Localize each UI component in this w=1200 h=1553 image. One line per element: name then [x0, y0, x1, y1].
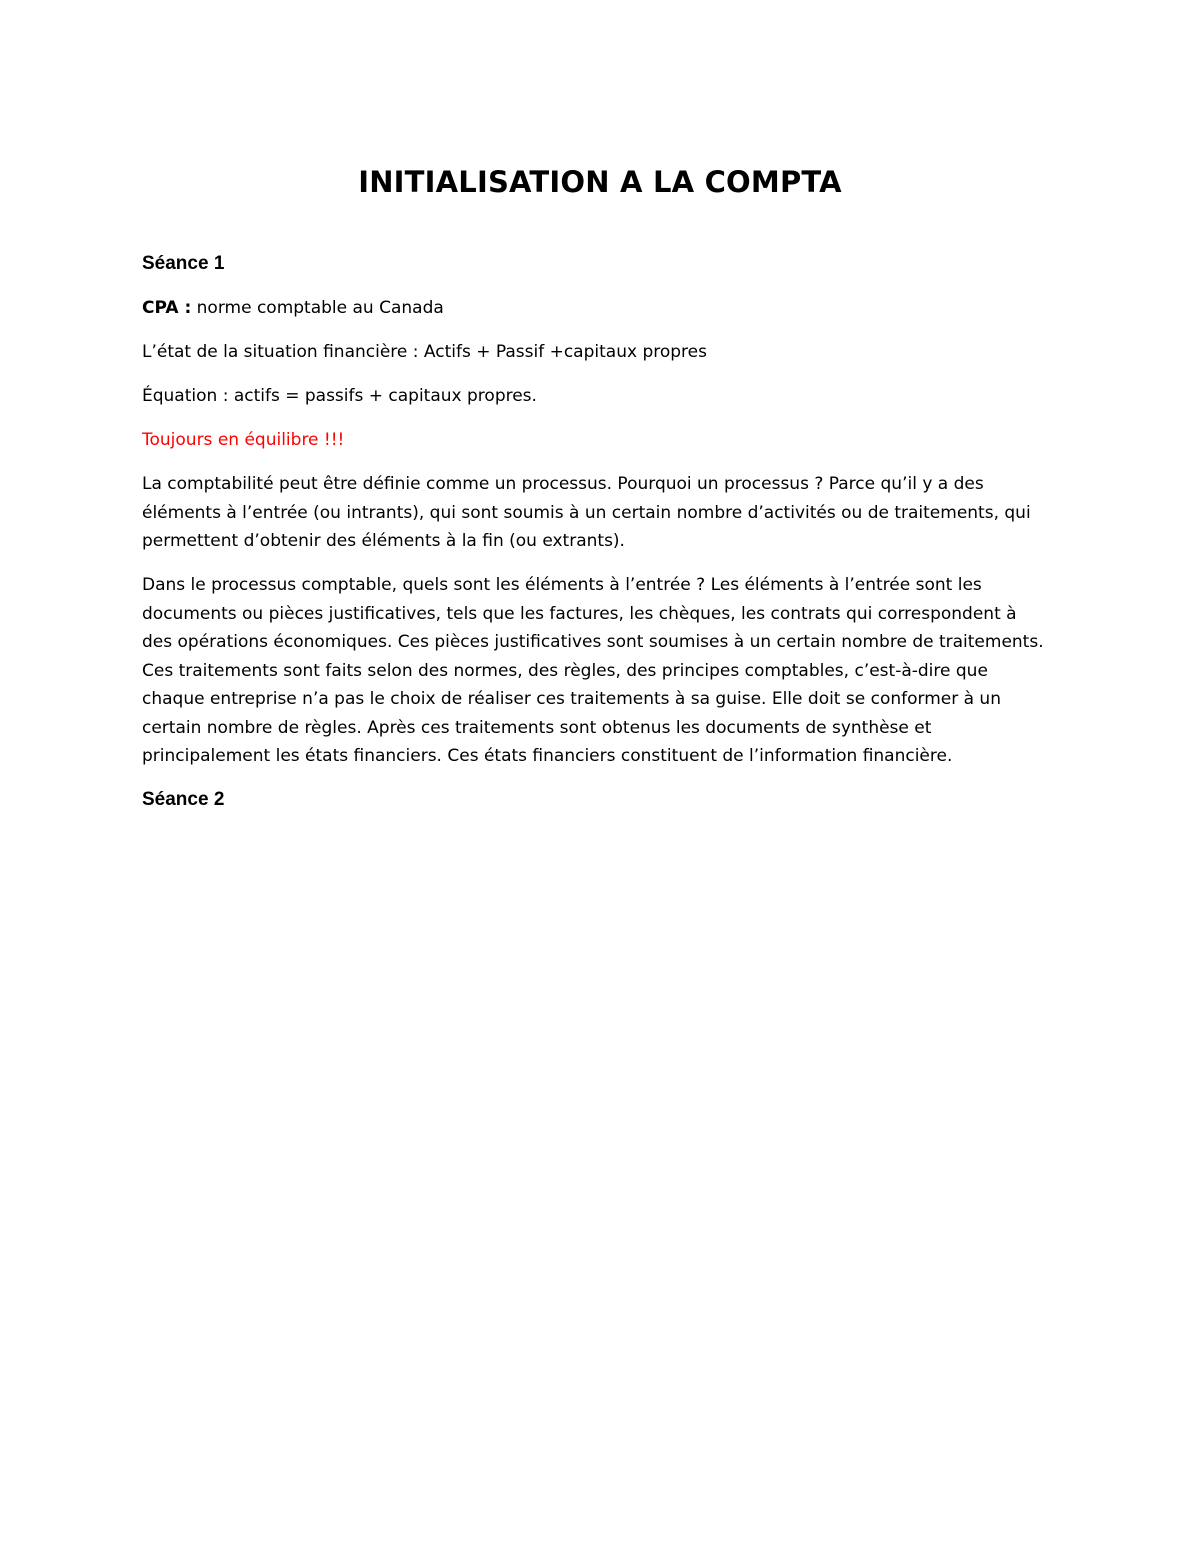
- paragraph-line: Ces traitements sont faits selon des normes, des règles, des principes comptables, c’est-à-dire que: [142, 660, 988, 681]
- paragraph-processus-comptable: [142, 571, 1072, 771]
- paragraph-line: certain nombre de règles. Après ces traitements sont obtenus les documents de synthèse et: [142, 717, 932, 738]
- paragraph-line: documents ou pièces justificatives, tels que les factures, les chèques, les contrats qui correspondent à: [142, 603, 1017, 624]
- session-1-heading: Séance 1: [142, 253, 225, 274]
- cpa-label: CPA :: [142, 298, 192, 318]
- paragraph-line: éléments à l’entrée (ou intrants), qui sont soumis à un certain nombre d’activités ou de traitements, qui: [142, 502, 1031, 523]
- equilibre-line: Toujours en équilibre !!!: [142, 430, 345, 450]
- session-2-heading: Séance 2: [142, 789, 225, 810]
- paragraph-line: La comptabilité peut être définie comme un processus. Pourquoi un processus ? Parce qu’il y a des: [142, 474, 984, 494]
- document-body: [142, 250, 1072, 830]
- equation-line: Équation : actifs = passifs + capitaux propres.: [142, 386, 537, 406]
- etat-line: L’état de la situation financière : Actifs + Passif +capitaux propres: [142, 342, 707, 362]
- paragraph-line: Dans le processus comptable, quels sont les éléments à l’entrée ? Les éléments à l’entrée sont les: [142, 575, 982, 595]
- paragraph-processus: [142, 470, 1072, 556]
- document-title: INITIALISATION A LA COMPTA: [358, 165, 842, 199]
- cpa-text: norme comptable au Canada: [191, 298, 444, 318]
- paragraph-line: des opérations économiques. Ces pièces justificatives sont soumises à un certain nombre de traitements.: [142, 632, 1044, 652]
- cpa-line: [142, 294, 1072, 323]
- paragraph-line: principalement les états financiers. Ces états financiers constituent de l’information financière.: [142, 746, 953, 766]
- paragraph-line: chaque entreprise n’a pas le choix de réaliser ces traitements à sa guise. Elle doit se conformer à un: [142, 689, 1001, 709]
- paragraph-line: permettent d’obtenir des éléments à la fin (ou extrants).: [142, 531, 625, 551]
